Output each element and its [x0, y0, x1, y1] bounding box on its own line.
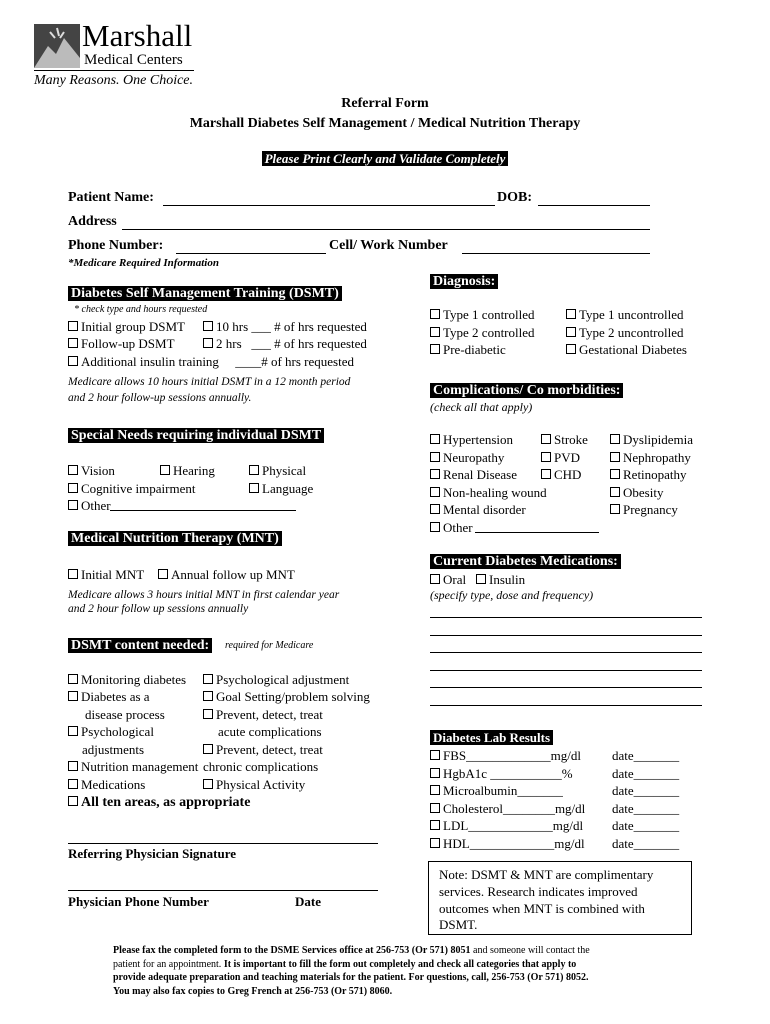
- phone-label: Phone Number:: [68, 238, 164, 253]
- stroke-label: Stroke: [554, 432, 588, 447]
- labs-header-text: Diabetes Lab Results: [430, 730, 553, 745]
- hypertension-label: Hypertension: [443, 432, 514, 447]
- address-label: Address: [68, 214, 117, 229]
- phone-field[interactable]: [176, 253, 326, 254]
- logo: [34, 18, 199, 92]
- pregnancy-label: Pregnancy: [623, 502, 678, 517]
- footer-line-1: [113, 944, 590, 958]
- note-line-2: services. Research indicates improved: [439, 884, 638, 899]
- logo-name: Marshall: [82, 18, 193, 53]
- address-field[interactable]: [122, 229, 650, 230]
- note-line-1: Note: DSMT & MNT are complimentary: [439, 867, 654, 882]
- c1-2: [430, 466, 517, 483]
- type1-uncontrolled-checkbox[interactable]: [566, 309, 576, 319]
- all-ten-checkbox[interactable]: [68, 796, 78, 806]
- date-label-1: date: [612, 766, 634, 781]
- c2-0: [541, 431, 588, 448]
- content-header: [68, 637, 212, 655]
- comorb-header: [430, 382, 623, 400]
- initial-mnt-item: [68, 566, 144, 583]
- cell-field[interactable]: [462, 253, 650, 254]
- psych-adjust-label: Psychological adjustment: [216, 672, 350, 687]
- nutrition-label: Nutrition management: [81, 759, 199, 774]
- a1c-label: HgbA1c: [443, 766, 488, 781]
- gestational-checkbox[interactable]: [566, 344, 576, 354]
- mental-label: Mental disorder: [443, 502, 526, 517]
- nephropathy-label: Nephropathy: [623, 450, 691, 465]
- lab-date-3: date_______: [612, 801, 680, 816]
- all-ten-item: [68, 794, 250, 811]
- type1-controlled-checkbox[interactable]: [430, 309, 440, 319]
- psych-checkbox[interactable]: [68, 726, 78, 736]
- footer: [113, 944, 590, 998]
- dsmt-note: * check type and hours requested: [74, 304, 208, 315]
- diabetes-as-label: Diabetes as a: [81, 689, 150, 704]
- 2hrs-checkbox[interactable]: [203, 338, 213, 348]
- hdl-unit: mg/dl: [554, 836, 585, 851]
- date-label-2: date: [612, 783, 634, 798]
- medicare-note: *Medicare Required Information: [68, 257, 219, 269]
- content-right-4: [203, 776, 305, 793]
- lab-date-5: date_______: [612, 836, 680, 851]
- date-label-3: date: [612, 801, 634, 816]
- dsmt-header: [68, 285, 342, 303]
- lab-fbs: FBS_____________mg/dl: [430, 747, 581, 764]
- special-header: [68, 427, 324, 445]
- footer-important: It is important to fill the form out completely and check all categories that apply to: [223, 958, 577, 970]
- annual-mnt-item: [158, 566, 295, 583]
- cell-label: Cell/ Work Number: [329, 238, 448, 253]
- gestational-label: Gestational Diabetes: [579, 342, 687, 357]
- insulin-label: Insulin: [489, 572, 526, 587]
- dx-right-0: [566, 306, 684, 323]
- c1-1: [430, 449, 504, 466]
- meds-line-6[interactable]: [430, 705, 702, 706]
- medications-checkbox[interactable]: [68, 779, 78, 789]
- micro-checkbox[interactable]: [430, 785, 440, 795]
- type2-controlled-checkbox[interactable]: [430, 327, 440, 337]
- micro-label: Microalbumin: [443, 783, 518, 798]
- prevent-chronic-label: Prevent, detect, treat: [216, 742, 323, 757]
- mnt-header-text: Medical Nutrition Therapy (MNT): [68, 531, 282, 546]
- obesity-checkbox[interactable]: [610, 487, 620, 497]
- prevent-acute-label: Prevent, detect, treat: [216, 707, 323, 722]
- hrs-requested-1: # of hrs requested: [274, 319, 367, 334]
- nutrition-checkbox[interactable]: [68, 761, 78, 771]
- neuropathy-label: Neuropathy: [443, 450, 505, 465]
- ldl-checkbox[interactable]: [430, 820, 440, 830]
- wound-label: Non-healing wound: [443, 485, 547, 500]
- adjustments-label: adjustments: [82, 742, 145, 757]
- other-special-checkbox[interactable]: [68, 500, 78, 510]
- lab-ldl: LDL_____________mg/dl: [430, 817, 583, 834]
- dsmt-insulin-row: Additional insulin training ____# of hrs requested: [68, 353, 354, 370]
- monitoring-checkbox[interactable]: [68, 674, 78, 684]
- chronic-complications-label: chronic complications: [203, 759, 319, 774]
- wound-checkbox[interactable]: [430, 487, 440, 497]
- c3-3: [610, 484, 663, 501]
- c1-3: [430, 484, 547, 501]
- diagnosis-header-text: Diagnosis:: [430, 274, 498, 289]
- physical-checkbox[interactable]: [249, 465, 259, 475]
- c3-0: [610, 431, 693, 448]
- footer-line-3: provide adequate preparation and teaching materials for the patient. For questions, call, 256-753 (Or 571) 8052.: [113, 972, 589, 983]
- language-label: Language: [262, 481, 314, 496]
- medications-label: Medications: [81, 777, 146, 792]
- 2hrs-label: 2 hrs: [216, 336, 242, 351]
- other-comorb-field[interactable]: [475, 532, 599, 533]
- initial-mnt-checkbox[interactable]: [68, 569, 78, 579]
- form-banner: [0, 150, 770, 168]
- vision-item: [68, 462, 115, 479]
- vision-checkbox[interactable]: [68, 465, 78, 475]
- other-comorb-label: Other: [443, 520, 473, 535]
- dsmt-initial-row: [68, 318, 185, 335]
- initial-group-checkbox[interactable]: [68, 321, 78, 331]
- date-label-4: date: [612, 818, 634, 833]
- chol-label: Cholesterol: [443, 801, 503, 816]
- signature-label: Referring Physician Signature: [68, 846, 237, 861]
- meds-line-4[interactable]: [430, 670, 702, 671]
- lab-date-0: date_______: [612, 748, 680, 763]
- neuropathy-checkbox[interactable]: [430, 452, 440, 462]
- meds-line-2[interactable]: [430, 635, 702, 636]
- ldl-label: LDL: [443, 818, 469, 833]
- signature-field[interactable]: [68, 843, 378, 844]
- c3-1: [610, 449, 691, 466]
- initial-group-label: Initial group DSMT: [81, 319, 185, 334]
- pvd-label: PVD: [554, 450, 581, 465]
- annual-mnt-label: Annual follow up MNT: [171, 567, 295, 582]
- content-left-0: [68, 671, 186, 688]
- insulin-training-checkbox[interactable]: [68, 356, 78, 366]
- physical-activity-label: Physical Activity: [216, 777, 306, 792]
- dx-right-2: [566, 341, 687, 358]
- type1-controlled-label: Type 1 controlled: [443, 307, 535, 322]
- comorb-note: (check all that apply): [430, 400, 533, 414]
- dsmt-followup-row: [68, 335, 175, 352]
- content-right-1: [203, 688, 370, 705]
- mnt-note-1: Medicare allows 3 hours initial MNT in first calendar year: [68, 589, 340, 601]
- lab-micro: Microalbumin_______: [430, 782, 563, 799]
- chronic-checkbox[interactable]: [203, 744, 213, 754]
- meds-line-3[interactable]: [430, 652, 702, 653]
- other-item: [68, 497, 111, 514]
- comorb-header-text: Complications/ Co morbidities:: [430, 383, 623, 398]
- lab-date-2: date_______: [612, 783, 680, 798]
- content-header-text: DSMT content needed:: [68, 638, 212, 653]
- mnt-note-2: and 2 hour follow up sessions annually: [68, 603, 249, 615]
- hdl-checkbox[interactable]: [430, 838, 440, 848]
- psych-adjust-checkbox[interactable]: [203, 674, 213, 684]
- acute-complications-label: acute complications: [218, 724, 322, 739]
- footer-line-4: You may also fax copies to Greg French at 256-753 (Or 571) 8060.: [113, 985, 393, 997]
- special-header-text: Special Needs requiring individual DSMT: [68, 428, 324, 443]
- annual-mnt-checkbox[interactable]: [158, 569, 168, 579]
- lab-a1c: HgbA1c ___________%: [430, 765, 573, 782]
- content-left-2: [68, 723, 154, 740]
- patient-name-label: Patient Name:: [68, 190, 154, 205]
- insulin-item: [476, 571, 525, 588]
- 10hrs-label: 10 hrs: [216, 319, 249, 334]
- lab-hdl: HDL_____________mg/dl: [430, 835, 585, 852]
- patient-name-field[interactable]: [163, 205, 495, 206]
- date-label: Date: [295, 894, 321, 909]
- other-comorb-checkbox[interactable]: [430, 522, 440, 532]
- dx-right-1: [566, 324, 684, 341]
- c2-2: [541, 466, 581, 483]
- note-line-3: outcomes when MNT is combined with: [439, 901, 645, 916]
- cognitive-label: Cognitive impairment: [81, 481, 196, 496]
- dsmt-2hrs: 2 hrs ___ # of hrs requested: [203, 335, 367, 352]
- mental-checkbox[interactable]: [430, 504, 440, 514]
- oral-item: [430, 571, 466, 588]
- footer-appt: patient for an appointment.: [113, 958, 224, 970]
- oral-checkbox[interactable]: [430, 574, 440, 584]
- content-left-3: [68, 758, 198, 775]
- pvd-checkbox[interactable]: [541, 452, 551, 462]
- fbs-label: FBS: [443, 748, 467, 763]
- c3-2: [610, 466, 687, 483]
- vision-label: Vision: [81, 463, 115, 478]
- prediabetic-checkbox[interactable]: [430, 344, 440, 354]
- dob-label: DOB:: [497, 190, 532, 205]
- hearing-label: Hearing: [173, 463, 215, 478]
- physician-phone-field[interactable]: [68, 890, 378, 891]
- lab-chol: Cholesterol________mg/dl: [430, 800, 585, 817]
- content-right-3: [203, 741, 323, 758]
- cognitive-checkbox[interactable]: [68, 483, 78, 493]
- initial-mnt-label: Initial MNT: [81, 567, 145, 582]
- other-special-label: Other: [81, 498, 111, 513]
- physical-item: [249, 462, 306, 479]
- content-right-0: [203, 671, 349, 688]
- type2-controlled-label: Type 2 controlled: [443, 325, 535, 340]
- dx-left-0: [430, 306, 535, 323]
- form-title: Referral Form: [341, 96, 429, 111]
- ldl-unit: mg/dl: [552, 818, 584, 833]
- followup-label: Follow-up DSMT: [81, 336, 175, 351]
- meds-line-1[interactable]: [430, 617, 702, 618]
- renal-checkbox[interactable]: [430, 469, 440, 479]
- c1-0: [430, 431, 513, 448]
- acute-checkbox[interactable]: [203, 709, 213, 719]
- dyslipidemia-checkbox[interactable]: [610, 434, 620, 444]
- goal-setting-label: Goal Setting/problem solving: [216, 689, 370, 704]
- physician-phone-label: Physician Phone Number: [68, 894, 209, 909]
- content-required: required for Medicare: [225, 640, 314, 651]
- followup-checkbox[interactable]: [68, 338, 78, 348]
- c1-5: [430, 519, 473, 536]
- cognitive-item: [68, 480, 195, 497]
- dob-field[interactable]: [538, 205, 650, 206]
- hrs-requested-3: # of hrs requested: [261, 354, 354, 369]
- hdl-label: HDL: [443, 836, 470, 851]
- dsmt-header-text: Diabetes Self Management Training (DSMT): [68, 286, 342, 301]
- c2-1: [541, 449, 580, 466]
- note-box: [428, 861, 692, 935]
- dsmt-10hrs: 10 hrs ___ # of hrs requested: [203, 318, 367, 335]
- psychological-label: Psychological: [81, 724, 154, 739]
- insulin-checkbox[interactable]: [476, 574, 486, 584]
- nephropathy-checkbox[interactable]: [610, 452, 620, 462]
- note-line-4: DSMT.: [439, 917, 478, 932]
- meds-header-text: Current Diabetes Medications:: [430, 554, 621, 569]
- chd-checkbox[interactable]: [541, 469, 551, 479]
- logo-tagline: Many Reasons. One Choice.: [34, 73, 194, 88]
- lab-date-1: date_______: [612, 766, 680, 781]
- retinopathy-checkbox[interactable]: [610, 469, 620, 479]
- insulin-training-label: Additional insulin training: [81, 354, 219, 369]
- type2-uncontrolled-checkbox[interactable]: [566, 327, 576, 337]
- disease-process-checkbox[interactable]: [68, 691, 78, 701]
- type1-uncontrolled-label: Type 1 uncontrolled: [579, 307, 684, 322]
- labs-header: [430, 729, 553, 747]
- form-subtitle: Marshall Diabetes Self Management / Medical Nutrition Therapy: [189, 116, 581, 131]
- dsmt-medicare-1: Medicare allows 10 hours initial DSMT in a 12 month period: [68, 376, 351, 388]
- language-item: [249, 480, 313, 497]
- type2-uncontrolled-label: Type 2 uncontrolled: [579, 325, 684, 340]
- obesity-label: Obesity: [623, 485, 664, 500]
- c3-4: [610, 501, 678, 518]
- dx-left-1: [430, 324, 535, 341]
- other-special-field[interactable]: [110, 510, 296, 511]
- lab-date-4: date_______: [612, 818, 680, 833]
- oral-label: Oral: [443, 572, 467, 587]
- meds-line-5[interactable]: [430, 687, 702, 688]
- meds-note: (specify type, dose and frequency): [430, 588, 594, 602]
- stroke-checkbox[interactable]: [541, 434, 551, 444]
- monitoring-label: Monitoring diabetes: [81, 672, 187, 687]
- dyslipidemia-label: Dyslipidemia: [623, 432, 694, 447]
- hypertension-checkbox[interactable]: [430, 434, 440, 444]
- physical-activity-checkbox[interactable]: [203, 779, 213, 789]
- goal-setting-checkbox[interactable]: [203, 691, 213, 701]
- prediabetic-label: Pre-diabetic: [443, 342, 506, 357]
- mnt-header: [68, 530, 282, 548]
- dx-left-2: [430, 341, 506, 358]
- physical-label: Physical: [262, 463, 307, 478]
- dsmt-medicare-2: and 2 hour follow-up sessions annually.: [68, 392, 252, 404]
- all-ten-label: All ten areas, as appropriate: [81, 795, 251, 810]
- logo-sub: Medical Centers: [84, 52, 183, 68]
- chol-checkbox[interactable]: [430, 803, 440, 813]
- disease-process-label: disease process: [85, 707, 165, 722]
- date-label-5: date: [612, 836, 634, 851]
- content-right-2: [203, 706, 323, 723]
- hearing-item: [160, 462, 215, 479]
- fbs-checkbox[interactable]: [430, 750, 440, 760]
- 10hrs-checkbox[interactable]: [203, 321, 213, 331]
- c1-4: [430, 501, 526, 518]
- date-label-0: date: [612, 748, 634, 763]
- pregnancy-checkbox[interactable]: [610, 504, 620, 514]
- footer-fax: Please fax the completed form to the DSME Services office at 256-753 (Or 571) 8051: [113, 945, 471, 956]
- language-checkbox[interactable]: [249, 483, 259, 493]
- logo-mountain-icon: [34, 24, 80, 68]
- chd-label: CHD: [554, 467, 582, 482]
- renal-label: Renal Disease: [443, 467, 518, 482]
- footer-contact: and someone will contact the: [470, 945, 590, 956]
- chol-unit: mg/dl: [554, 801, 586, 816]
- hrs-requested-2: # of hrs requested: [274, 336, 367, 351]
- fbs-unit: mg/dl: [550, 748, 581, 763]
- hearing-checkbox[interactable]: [160, 465, 170, 475]
- footer-line-2: [113, 958, 590, 972]
- meds-header: [430, 553, 621, 571]
- diagnosis-header: [430, 273, 498, 291]
- content-left-4: [68, 776, 145, 793]
- a1c-unit: %: [561, 766, 573, 781]
- a1c-checkbox[interactable]: [430, 768, 440, 778]
- banner-text: Please Print Clearly and Validate Completely: [262, 151, 509, 166]
- content-left-1: [68, 688, 150, 705]
- retinopathy-label: Retinopathy: [623, 467, 687, 482]
